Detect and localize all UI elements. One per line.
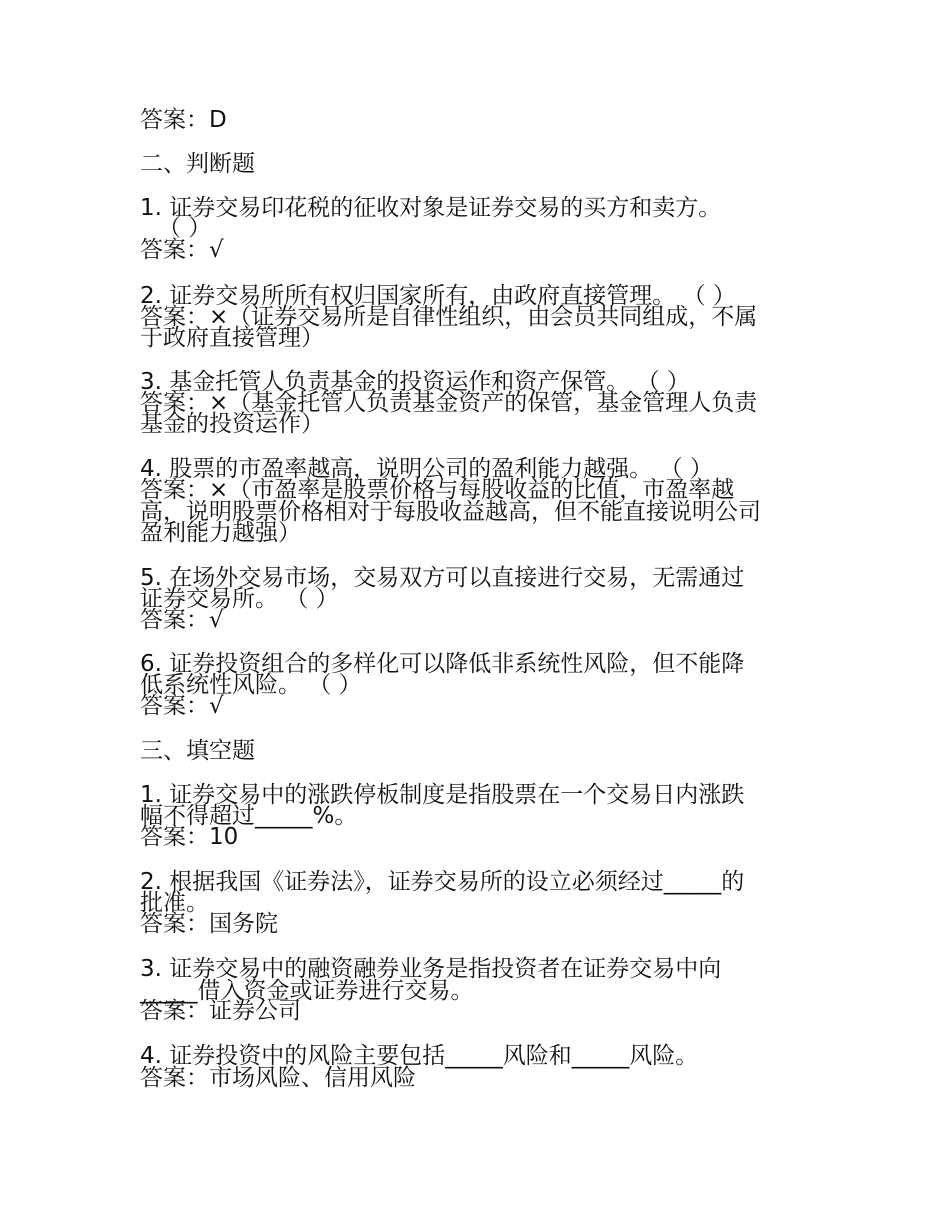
question-bracket: （ ） — [158, 215, 212, 241]
question-line: 3. 证券交易中的融资融券业务是指投资者在证券交易中向 — [140, 956, 722, 982]
question-line: 1. 证券交易中的涨跌停板制度是指股票在一个交易日内涨跌 — [140, 782, 745, 808]
answer-line: 答案：√ — [140, 607, 224, 633]
answer-line: 答案：√ — [140, 237, 224, 263]
question-line: 2. 根据我国《证券法》，证券交易所的设立必须经过_____的 — [140, 869, 745, 895]
answer-line: 答案：√ — [140, 693, 224, 719]
answer-line: 答案：国务院 — [140, 911, 278, 937]
answer-line: 于政府直接管理） — [140, 325, 324, 351]
answer-line: 盈利能力越强） — [140, 520, 301, 546]
answer-line: 答案：证券公司 — [140, 998, 301, 1024]
answer-line: 基金的投资运作） — [140, 411, 324, 437]
answer-line: 答案：10 — [140, 824, 239, 850]
answer-line: 答案：×（证券交易所是自律性组织，由会员共同组成，不属 — [140, 304, 758, 330]
question-line: 3. 基金托管人负责基金的投资运作和资产保管。 （ ） — [140, 369, 690, 395]
answer-line: 高，说明股票价格相对于每股收益越高，但不能直接说明公司 — [140, 499, 761, 525]
question-line: 幅不得超过_____%。 — [140, 803, 358, 829]
question-line: 6. 证券投资组合的多样化可以降低非系统性风险，但不能降 — [140, 651, 745, 677]
question-line: 低系统性风险。 （ ） — [140, 672, 362, 698]
question-line: 5. 在场外交易市场，交易双方可以直接进行交易，无需通过 — [140, 565, 745, 591]
question-line: _____借入资金或证券进行交易。 — [140, 978, 474, 1004]
answer-line: 答案：市场风险、信用风险 — [140, 1065, 416, 1091]
question-line: 2. 证券交易所所有权归国家所有，由政府直接管理。 （ ） — [140, 283, 736, 309]
section-heading-fill-in: 三、填空题 — [140, 738, 255, 764]
answer-line: 答案：×（基金托管人负责基金资产的保管，基金管理人负责 — [140, 390, 758, 416]
question-line: 4. 证券投资中的风险主要包括_____风险和_____风险。 — [140, 1043, 699, 1069]
question-line: 批准。 — [140, 890, 209, 916]
question-line: 证券交易所。 （ ） — [140, 586, 339, 612]
question-line: 1. 证券交易印花税的征收对象是证券交易的买方和卖方。 — [140, 195, 722, 221]
answer-line: 答案：D — [140, 107, 227, 133]
answer-line: 答案：×（市盈率是股票价格与每股收益的比值，市盈率越 — [140, 477, 735, 503]
question-line: 4. 股票的市盈率越高，说明公司的盈利能力越强。 （ ） — [140, 456, 713, 482]
section-heading-judgement: 二、判断题 — [140, 151, 255, 177]
